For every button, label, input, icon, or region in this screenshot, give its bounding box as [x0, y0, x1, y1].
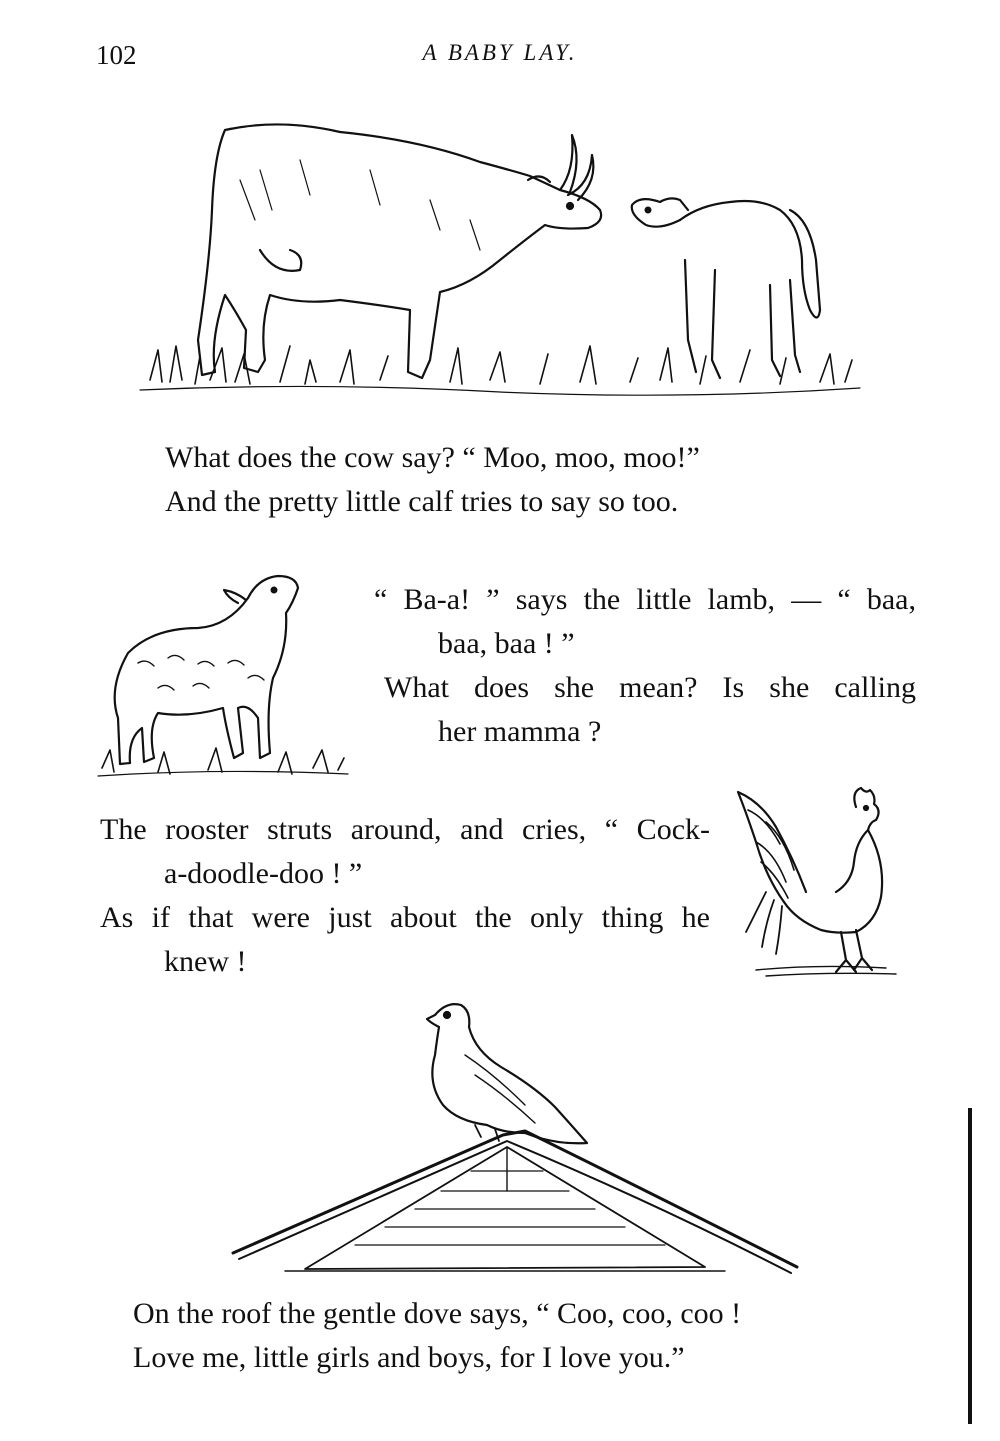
stanza-line: The rooster struts around, and cries, “ Cock-	[100, 813, 710, 846]
stanza-line: a-doodle-doo ! ”	[164, 857, 363, 890]
stanza-line: And the pretty little calf tries to say so too.	[165, 485, 679, 518]
lamb-illustration	[98, 568, 348, 783]
page-edge-rule	[968, 1108, 972, 1424]
stanza-line: “ Ba-a! ” says the little lamb, — “ baa,	[374, 583, 916, 616]
stanza-line: her mamma ?	[438, 715, 602, 748]
stanza-line: baa, baa ! ”	[438, 627, 575, 660]
stanza-line: What does the cow say? “ Moo, moo, moo!”	[165, 441, 700, 474]
cow-stanza	[165, 436, 700, 524]
stanza-line: As if that were just about the only thing he	[100, 901, 710, 934]
dove-on-roof-illustration	[225, 995, 810, 1285]
rooster-stanza	[100, 808, 710, 984]
rooster-illustration	[736, 782, 901, 982]
stanza-line: On the roof the gentle dove says, “ Coo, coo, coo !	[133, 1297, 742, 1330]
stanza-line: What does she mean? Is she calling	[384, 671, 916, 704]
stanza-line: Love me, little girls and boys, for I love you.”	[133, 1341, 685, 1374]
dove-stanza	[133, 1292, 741, 1380]
lamb-stanza	[374, 578, 916, 754]
page-number: 102	[96, 40, 137, 70]
stanza-line: knew !	[164, 945, 247, 978]
cow-and-calf-illustration	[140, 110, 870, 420]
running-title: A BABY LAY.	[422, 40, 578, 65]
